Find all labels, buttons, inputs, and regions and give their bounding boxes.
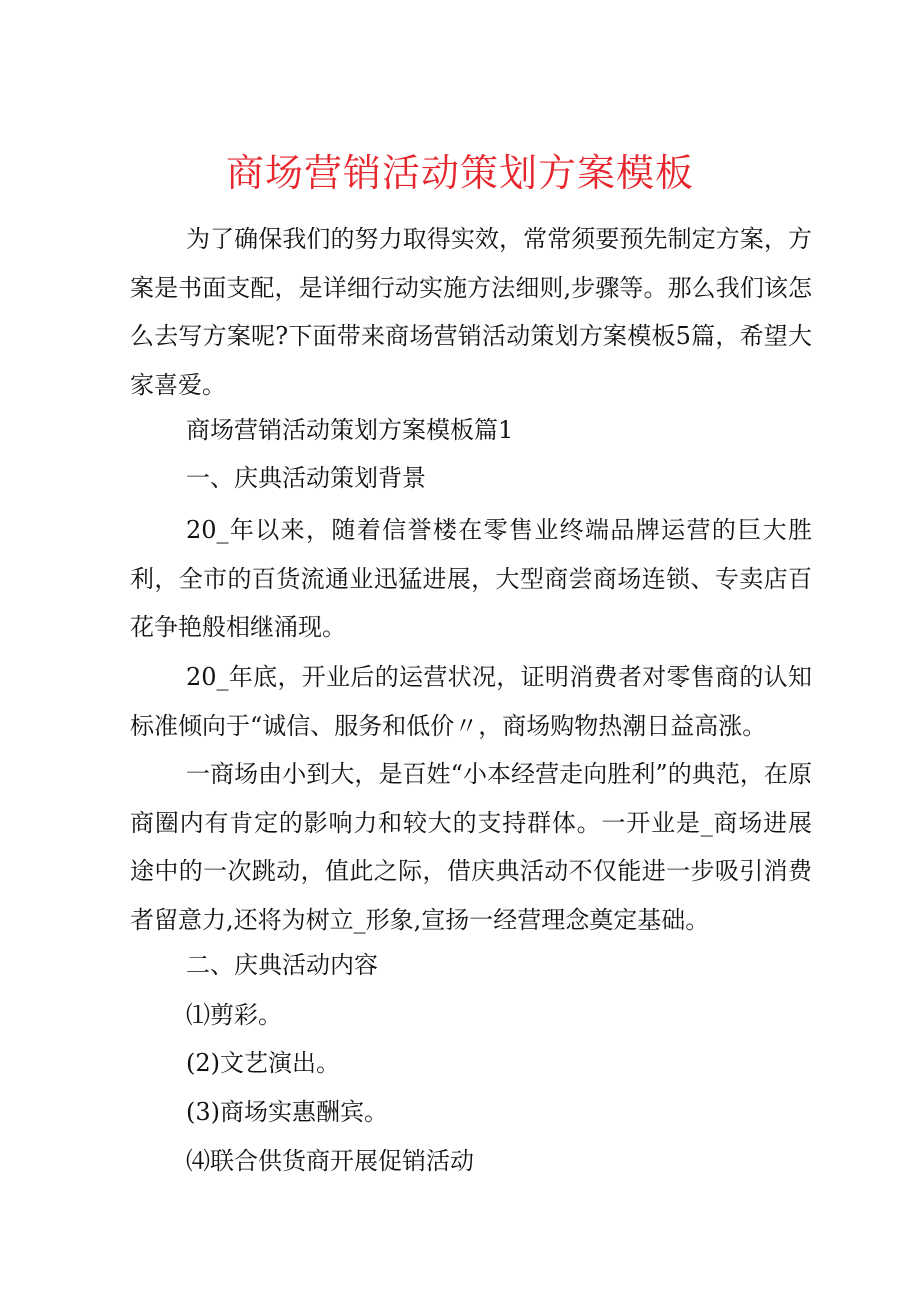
part2-heading: 二、庆典活动内容 <box>186 951 378 979</box>
background-paragraph-3: 一商场由小到大，是百姓“小本经营走向胜利”的典范，在原商圈内有肯定的影响力和较大的支持群体。一开业是_商场进展途中的一次跳动，值此之际，借庆典活动不仅能进一步吸引消费者留意力,还将为树立_形象,宣扬一经营理念奠定基础。 <box>130 760 812 934</box>
list-item: (3)商场实惠酬宾。 <box>186 1098 388 1126</box>
part1-heading: 一、庆典活动策划背景 <box>186 464 426 492</box>
background-paragraph-1: 20_年以来，随着信誉楼在零售业终端品牌运营的巨大胜利，全市的百货流通业迅猛进展，大型商尝商场连锁、专卖店百花争艳般相继涌现。 <box>130 516 812 641</box>
intro-paragraph: 为了确保我们的努力取得实效，常常须要预先制定方案，方案是书面支配，是详细行动实施方法细则,步骤等。那么我们该怎么去写方案呢?下面带来商场营销活动策划方案模板5篇，希望大家喜爱。 <box>130 225 812 399</box>
document-title: 商场营销活动策划方案模板 <box>225 151 694 195</box>
list-item: ⑴剪彩。 <box>186 1001 282 1029</box>
background-paragraph-2: 20_年底，开业后的运营状况，证明消费者对零售商的认知标准倾向于“诚信、服务和低价〃，商场购物热潮日益高涨。 <box>130 663 812 740</box>
list-item: (2)文艺演出。 <box>186 1049 340 1077</box>
section-heading: 商场营销活动策划方案模板篇1 <box>186 416 514 444</box>
list-item: ⑷联合供货商开展促销活动 <box>186 1147 474 1175</box>
